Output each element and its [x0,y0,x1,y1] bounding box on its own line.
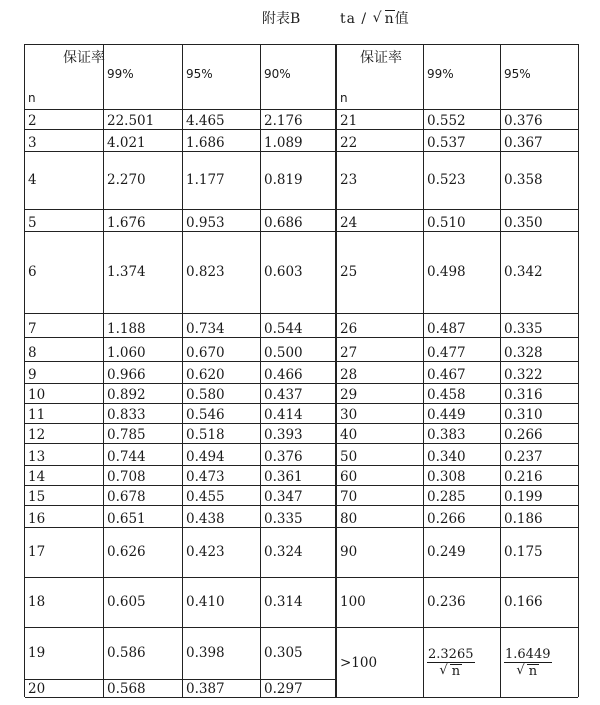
table-cell-q99: 0.308 [423,465,500,485]
header-prob-label-right: 保证率 [360,50,402,66]
table-cell-p90: 0.335 [260,505,335,527]
sqrt-symbol: √ [516,663,525,678]
fraction-denominator [439,663,462,678]
table-cell-q99: 0.487 [423,313,500,337]
table-row [25,465,578,486]
table-cell-p95: 0.823 [182,231,260,313]
header-n-label-right: n [340,91,348,105]
table-cell-p99: 2.270 [103,151,182,209]
table-cell-q99: 0.467 [423,361,500,383]
table-cell-n: 13 [28,449,46,465]
fraction-q95 [504,647,552,678]
table-cell-p95: 0.518 [182,423,260,443]
table-cell-n2: 80 [335,505,423,527]
column-divider [423,677,424,681]
table-cell-n: 9 [28,367,37,383]
table-cell-n2: 29 [335,383,423,403]
table-cell-p95: 1.177 [182,151,260,209]
table-cell-q95: 0.376 [500,109,578,129]
table-cell-n: 5 [28,215,37,231]
table-cell-p90: 0.347 [260,485,335,505]
table-cell-p99: 0.586 [103,627,182,679]
table-cell-p99: 0.833 [103,403,182,423]
table-cell-n: 7 [28,321,37,337]
table-cell-p95: 0.494 [182,443,260,465]
table-header-row [25,45,578,110]
table-cell-n: 11 [28,407,46,423]
table-cell-p99: 22.501 [103,109,182,129]
header-col-99-left: 99% [103,45,182,109]
table-cell-q99: 0.449 [423,403,500,423]
table-cell-p95: 0.410 [182,577,260,627]
title-expression: ta / √ n值 [340,10,410,27]
table-cell-p95: 0.670 [182,337,260,361]
header-n-label-left: n [28,91,36,105]
table-cell-p90: 0.466 [260,361,335,383]
table-cell-p95: 0.455 [182,485,260,505]
critical-value-table [24,44,579,697]
table-cell-q99: 0.523 [423,151,500,209]
table-row [25,403,578,424]
table-row [25,209,578,232]
table-cell-p90: 0.544 [260,313,335,337]
table-row [25,109,578,130]
table-cell-q95: 0.266 [500,423,578,443]
table-cell-q95: 0.328 [500,337,578,361]
table-row [25,505,578,528]
appendix-label: 附表B [262,11,301,27]
table-cell-p99: 4.021 [103,129,182,151]
table-cell-p90: 0.314 [260,577,335,627]
sqrt-symbol: √ [372,10,383,26]
table-cell-p90: 0.324 [260,527,335,577]
header-col-90-left: 90% [260,45,335,109]
table-row [25,129,578,152]
table-cell-n2: 28 [335,361,423,383]
table-cell-q99: 0.340 [423,443,500,465]
table-row [25,313,578,338]
table-cell-p99: 0.966 [103,361,182,383]
table-cell-n2: >100 [335,627,423,698]
table-cell-n2: 26 [335,313,423,337]
table-cell-p95: 0.620 [182,361,260,383]
table-cell-n2: 100 [335,577,423,627]
table-cell-q99: 0.537 [423,129,500,151]
table-cell-n2: 21 [335,109,423,129]
table-cell-q95: 0.186 [500,505,578,527]
table-cell-p95: 0.580 [182,383,260,403]
table-row [25,337,578,362]
column-divider [500,677,501,681]
fraction-numerator: 1.6449 [505,647,551,662]
table-cell-q99: 0.510 [423,209,500,231]
table-cell-p95: 0.387 [182,679,260,697]
table-cell-n: 17 [28,544,46,560]
table-cell-q95: 0.166 [500,577,578,627]
table-cell-p90: 0.393 [260,423,335,443]
table-cell-n: 14 [28,469,46,485]
table-cell-p95: 0.473 [182,465,260,485]
header-n-cell-right [335,45,423,109]
table-cell-q95: 0.216 [500,465,578,485]
table-cell-p99: 1.374 [103,231,182,313]
table-row [25,151,578,210]
sqrt-radicand: n [451,663,461,679]
table-cell-q95: 0.322 [500,361,578,383]
table-row [25,485,578,506]
table-cell-p90: 0.603 [260,231,335,313]
table-cell-p99: 0.678 [103,485,182,505]
table-cell-q99: 0.552 [423,109,500,129]
table-cell-n2: 60 [335,465,423,485]
table-cell-n2: 30 [335,403,423,423]
table-cell-n: 8 [28,345,37,361]
sqrt-symbol: √ [439,663,448,678]
table-cell-p99: 0.651 [103,505,182,527]
table-cell-p90: 0.376 [260,443,335,465]
table-cell-n: 4 [28,172,37,188]
header-n-cell-left [25,45,103,109]
table-cell-q95: 0.316 [500,383,578,403]
table-cell-p90: 0.819 [260,151,335,209]
table-cell-q95: 0.335 [500,313,578,337]
table-cell-n2: 70 [335,485,423,505]
table-cell-p95: 0.546 [182,403,260,423]
table-cell-p95: 0.734 [182,313,260,337]
table-cell-p90: 0.437 [260,383,335,403]
table-cell-n: 2 [28,113,37,129]
table-cell-p90: 1.089 [260,129,335,151]
table-cell-n: 20 [28,681,46,697]
table-cell-n2: 23 [335,151,423,209]
table-cell-q99: 0.236 [423,577,500,627]
table-cell-p90: 0.305 [260,627,335,679]
table-cell-p95: 0.438 [182,505,260,527]
header-col-95-right: 95% [500,45,578,109]
table-cell-p99: 0.744 [103,443,182,465]
merged-cell-filler [337,678,578,680]
table-cell-q99: 0.458 [423,383,500,403]
table-cell-p90: 2.176 [260,109,335,129]
table-cell-n2: 24 [335,209,423,231]
table-row [25,361,578,384]
table-cell-p90: 0.500 [260,337,335,361]
table-cell-p90: 0.361 [260,465,335,485]
header-prob-label-left: 保证率 [63,50,105,66]
table-cell-p99: 0.568 [103,679,182,697]
table-cell-q95: 0.199 [500,485,578,505]
table-title [0,8,600,32]
table-cell-p99: 0.605 [103,577,182,627]
table-cell-p90: 0.297 [260,679,335,697]
table-cell-q99: 0.249 [423,527,500,577]
table-cell-q99: 0.498 [423,231,500,313]
table-cell-n: 10 [28,387,46,403]
fraction-denominator [516,663,539,678]
table-row [25,423,578,444]
table-cell-q95: 0.350 [500,209,578,231]
table-cell-q95: 0.175 [500,527,578,577]
table-cell-p90: 0.414 [260,403,335,423]
table-cell-p95: 1.686 [182,129,260,151]
table-cell-q99: 0.477 [423,337,500,361]
fraction-numerator: 2.3265 [428,647,474,662]
table-cell-p99: 0.626 [103,527,182,577]
table-cell-n: 19 [28,645,46,661]
table-cell-p95: 0.398 [182,627,260,679]
table-cell-q95: 0.237 [500,443,578,465]
table-cell-n2: 40 [335,423,423,443]
table-cell-p99: 1.676 [103,209,182,231]
table-cell-q95: 0.310 [500,403,578,423]
table-cell-q99: 0.266 [423,505,500,527]
sqrt-expression: √ n [372,10,395,27]
table-cell-p99: 0.708 [103,465,182,485]
table-cell-n2: 27 [335,337,423,361]
table-cell-q95: 0.342 [500,231,578,313]
table-cell-p95: 0.423 [182,527,260,577]
table-cell-q95: 0.358 [500,151,578,209]
table-cell-p95: 4.465 [182,109,260,129]
table-cell-n: 16 [28,511,46,527]
table-row [25,527,578,578]
table-cell-n: 12 [28,427,46,443]
table-cell-p99: 0.785 [103,423,182,443]
sqrt-radicand: n [528,663,538,679]
table-row [25,383,578,404]
table-cell-p99: 1.188 [103,313,182,337]
table-cell-n: 6 [28,264,37,280]
table-row [25,443,578,466]
table-cell-n2: 50 [335,443,423,465]
table-cell-p90: 0.686 [260,209,335,231]
table-cell-p95: 0.953 [182,209,260,231]
table-cell-n2: 22 [335,129,423,151]
table-cell-n: 15 [28,489,46,505]
table-cell-n: 18 [28,594,46,610]
table-cell-q99: 0.383 [423,423,500,443]
table-row [25,679,578,698]
table-cell-n2: 90 [335,527,423,577]
table-cell-q99: 0.285 [423,485,500,505]
table-cell-n2: 25 [335,231,423,313]
table-cell-p99: 1.060 [103,337,182,361]
table-cell-q95: 0.367 [500,129,578,151]
table-row [25,627,578,680]
table-row [25,577,578,628]
header-col-95-left: 95% [182,45,260,109]
table-cell-p99: 0.892 [103,383,182,403]
table-row [25,231,578,314]
table-cell-n: 3 [28,135,37,151]
fraction-q99 [427,647,475,678]
header-col-99-right: 99% [423,45,500,109]
